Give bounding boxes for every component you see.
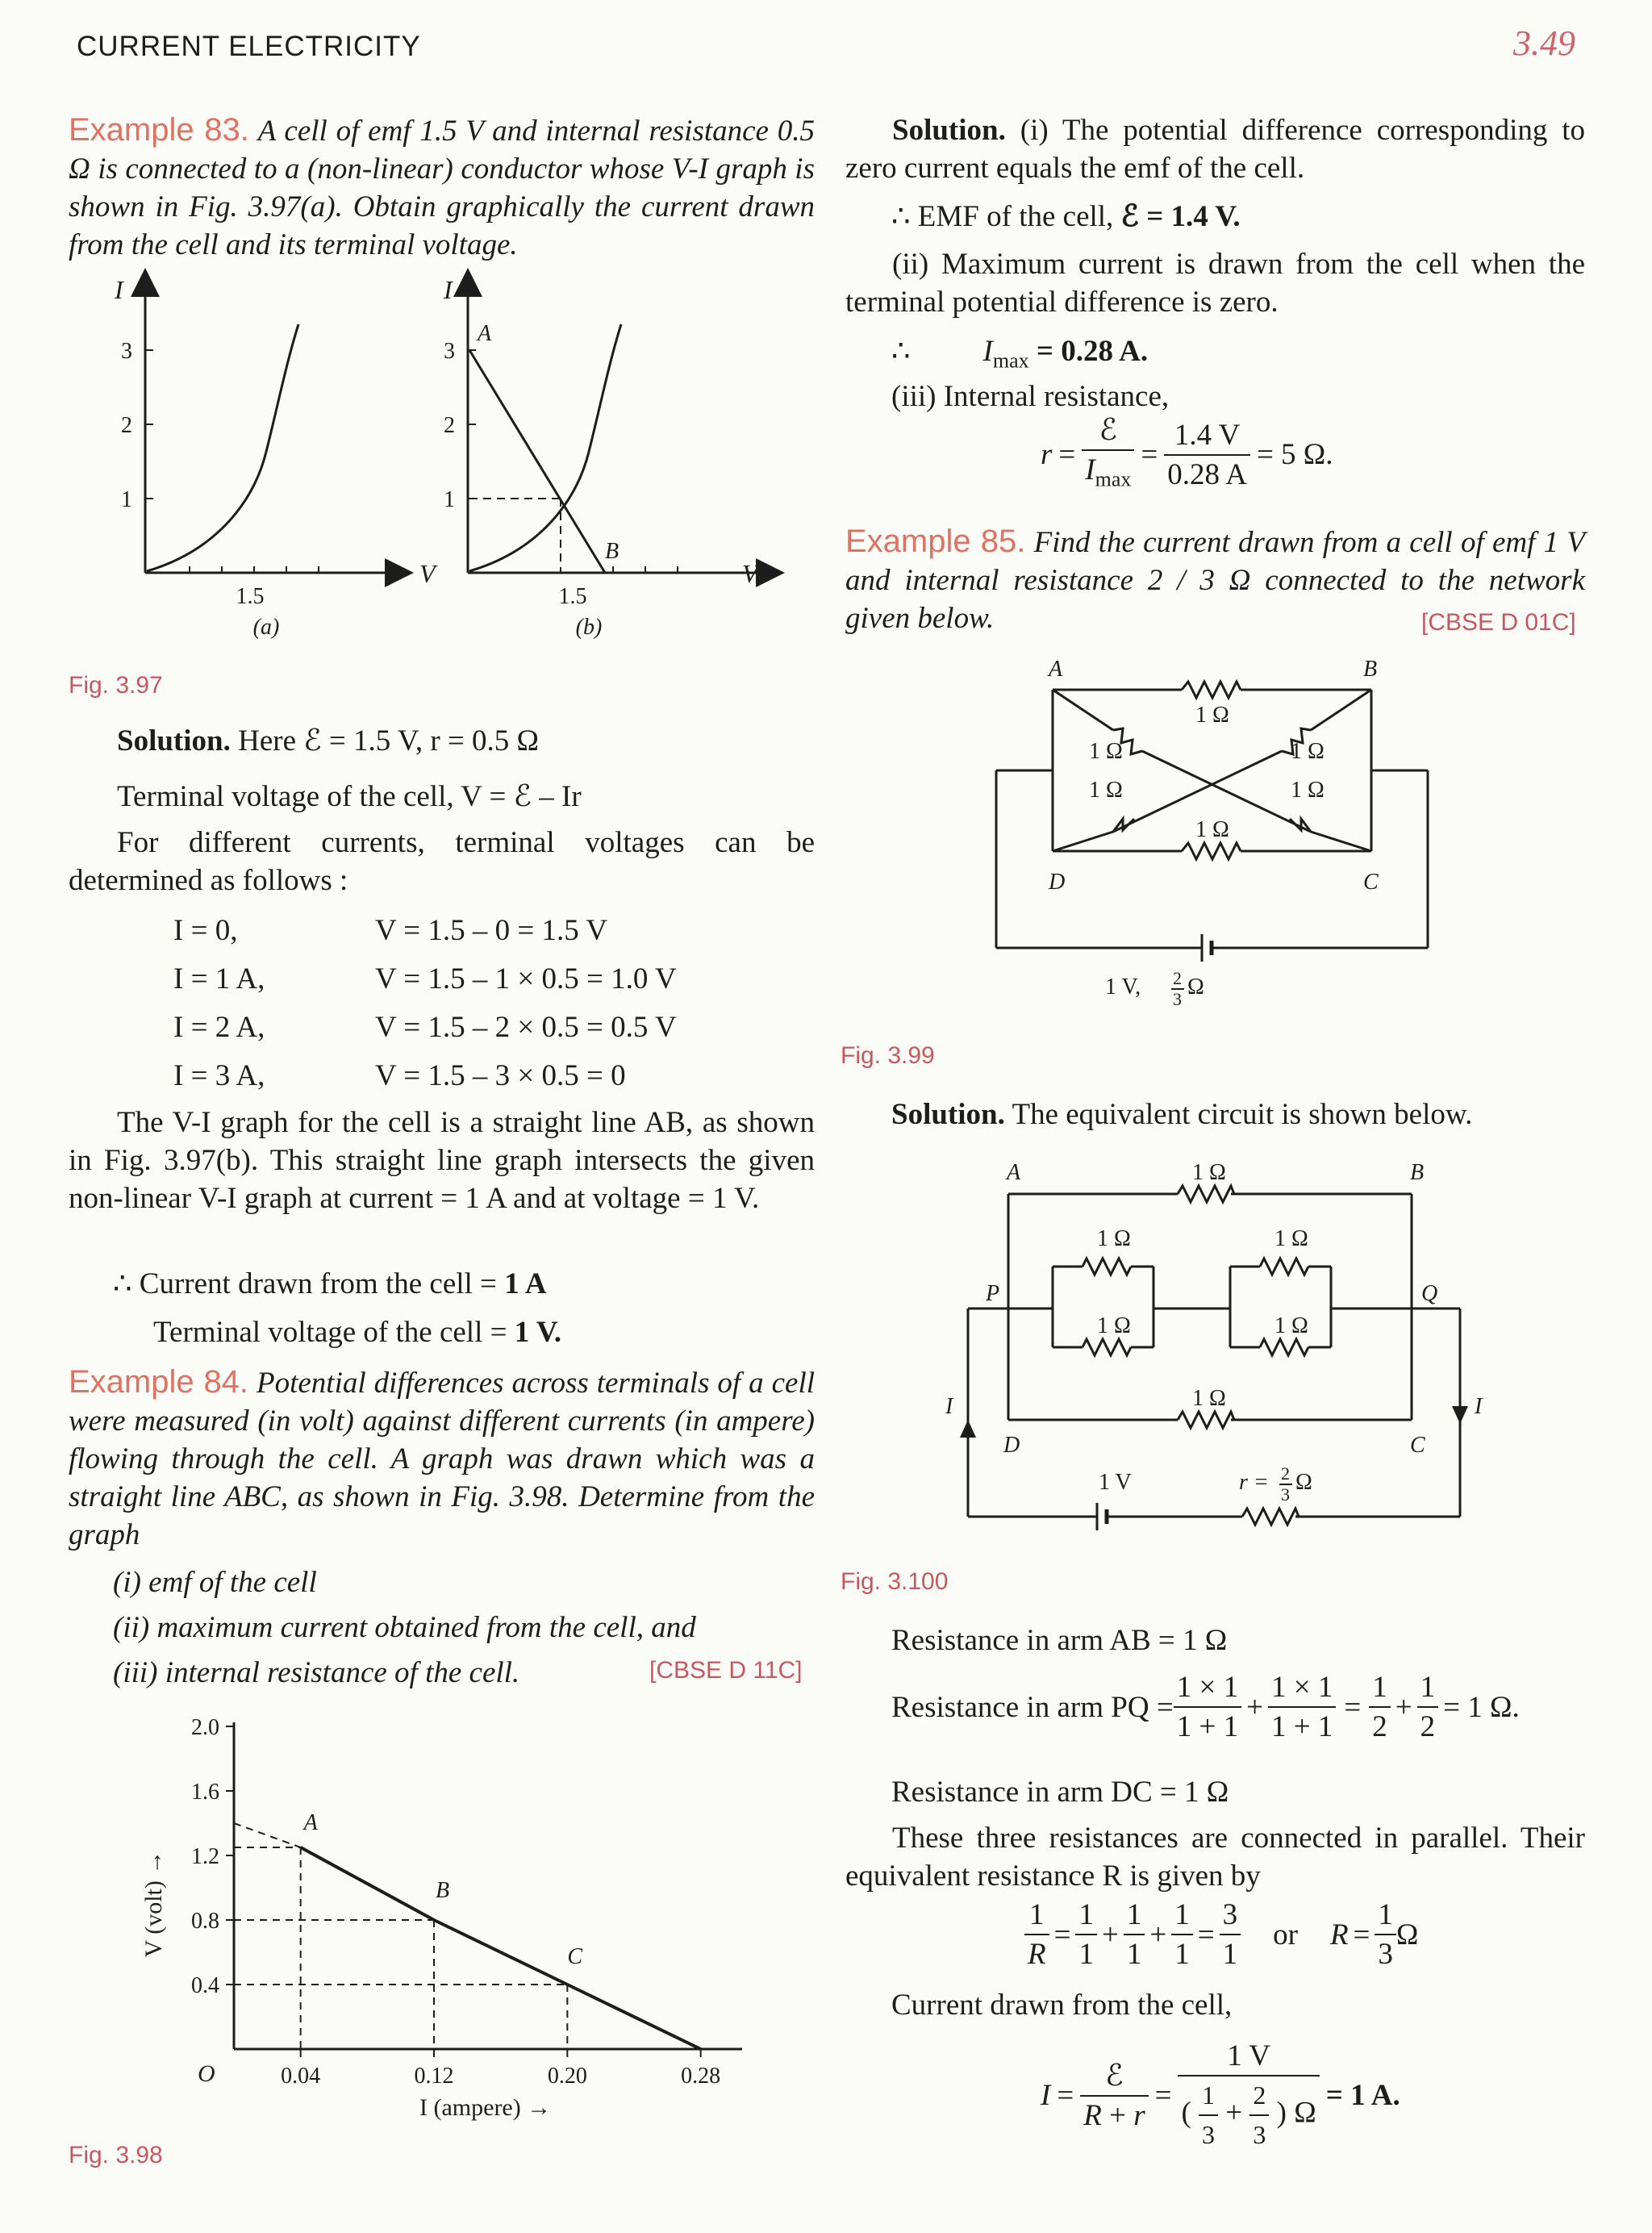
origin-label: O [198, 2060, 215, 2087]
graph-b [443, 275, 770, 640]
example-84-problem: Example 84. Potential differences across terminals of a cell were measured (in volt) against different currents (in ampere) flowing through the cell. A graph was drawn which was a straight line ABC, as shown in Fig. 3.98. Determine from the graph [69, 1364, 816, 1551]
max-current-text: (ii) Maximum current is drawn from the cell when the terminal potential difference is zero. [845, 248, 1585, 319]
figure-3-98-chart [121, 1694, 766, 2130]
question-2: (ii) maximum current obtained from the cell, and [113, 1611, 696, 1644]
resistor-label: 1 Ω [1291, 778, 1325, 803]
r-formula: r = $\frac{\text{ℰ}}{I_{max}}$ = $\frac{1.4 V}{0.28 A}$ = 5 Ω. [1041, 411, 1333, 498]
graph-b-x-label: V [742, 559, 758, 588]
resistor-label: 1 Ω [1192, 1386, 1226, 1411]
node-b: B [1363, 657, 1378, 682]
resistor-label: 1 Ω [1274, 1226, 1308, 1251]
graph-a-tick: 2 [121, 413, 132, 438]
cbse-tag-85: [CBSE D 01C] [1421, 609, 1576, 636]
imax-equation: ∴ $I_{max} = 0.28$ A. [891, 335, 1149, 373]
fig-3-99-caption: Fig. 3.99 [841, 1042, 935, 1069]
current-label-left: I [945, 1394, 953, 1419]
graph-explanation: The V-I graph for the cell is a straight line AB, as shown in Fig. 3.97(b). This straight line graph intersects the given non-linear V-I graph at current = 1 A and at voltage = 1 V. [69, 1106, 815, 1215]
graph-b-point-a: A [478, 321, 492, 346]
question-1: (i) emf of the cell [113, 1566, 317, 1599]
graph-b-tick: 3 [444, 339, 455, 364]
x-axis-label: I (ampere) → [419, 2094, 552, 2121]
node-c: C [1410, 1433, 1425, 1458]
node-b: B [1410, 1160, 1425, 1185]
example-84-label: Example 84. [69, 1364, 249, 1400]
point-label: B [436, 1878, 450, 1903]
point-label: C [567, 1944, 583, 1969]
table-row: I = 2 A, V = 1.5 – 2 × 0.5 = 0.5 V [173, 1011, 677, 1044]
fig-3-98-caption: Fig. 3.98 [69, 2142, 163, 2168]
svg-text:Ω: Ω [1295, 1470, 1312, 1495]
graph-a [114, 275, 438, 640]
running-header: CURRENT ELECTRICITY [77, 31, 421, 62]
example-83-solution: Solution. Here ℰ = 1.5 V, r = 0.5 Ω Terminal voltage of the cell, V = ℰ – Ir For different currents, terminal voltages can be determined as follows : [69, 724, 815, 897]
table-row: I = 1 A, V = 1.5 – 1 × 0.5 = 1.0 V [173, 962, 677, 995]
node-d: D [1003, 1433, 1020, 1458]
x-tick-label: 0.12 [414, 2064, 454, 2089]
y-tick-label: 1.6 [191, 1780, 219, 1805]
page-number: 3.49 [1513, 23, 1575, 63]
arm-dc: Resistance in arm DC = 1 Ω [891, 1776, 1229, 1809]
graph-a-y-label: I [115, 275, 123, 304]
graph-a-tick: 3 [121, 339, 132, 364]
svg-text:2: 2 [1281, 1463, 1290, 1484]
svg-text:2: 2 [1173, 968, 1182, 988]
question-3: (iii) internal resistance of the cell. [113, 1656, 520, 1689]
fig-3-100-caption: Fig. 3.100 [841, 1568, 949, 1595]
resistor-label: 1 Ω [1195, 703, 1229, 728]
current-drawn-label: Current drawn from the cell, [891, 1989, 1233, 2022]
cbse-tag-84: [CBSE D 11C] [649, 1657, 803, 1684]
y-axis-label: V (volt) → [140, 1850, 167, 1958]
graph-b-x-tick: 1.5 [558, 584, 587, 609]
y-tick-label: 2.0 [191, 1715, 219, 1740]
graph-b-point-b: B [605, 539, 620, 564]
y-tick-label: 1.2 [191, 1844, 219, 1869]
resistor-label: 1 Ω [1274, 1313, 1308, 1338]
example-83-problem: Example 83. A cell of emf 1.5 V and internal resistance 0.5 Ω is connected to a (non-linear) conductor whose V-I graph is shown in Fig. 3.97(a). Obtain graphically the current drawn from the cell and its terminal voltage. [69, 112, 816, 261]
svg-text:Ω: Ω [1187, 975, 1204, 1000]
resistor-label: 1 Ω [1097, 1226, 1131, 1251]
terminal-result: Terminal voltage of the cell = 1 V. [153, 1316, 562, 1349]
current-label-right: I [1475, 1394, 1483, 1419]
voltage-table [173, 912, 786, 1105]
graph-b-caption: (b) [575, 615, 603, 640]
x-tick-label: 0.04 [281, 2064, 321, 2089]
figure-3-99-circuit [984, 645, 1452, 1008]
resistor-label: 1 Ω [1089, 778, 1123, 803]
example-84-solution: Solution. (i) The potential difference corresponding to zero current equals the emf of the cell. [845, 114, 1586, 185]
graph-a-x-tick: 1.5 [236, 584, 265, 609]
resistor-label: 1 Ω [1089, 739, 1123, 764]
y-tick-label: 0.4 [191, 1973, 219, 1998]
node-p: P [986, 1281, 1000, 1306]
battery-label: 1 V, [1105, 975, 1141, 1000]
example-85-label: Example 85. [845, 524, 1026, 559]
internal-resistance-label: r = [1239, 1470, 1269, 1495]
graph-b-y-label: I [444, 275, 453, 304]
resistor-label: 1 Ω [1192, 1160, 1226, 1185]
graph-b-tick: 1 [444, 487, 455, 512]
parallel-text: These three resistances are connected in parallel. Their equivalent resistance R is given by [845, 1822, 1585, 1893]
emf-result: ∴ EMF of the cell, ℰ = 1.4 V. [891, 200, 1241, 233]
svg-text:3: 3 [1173, 989, 1182, 1008]
current-result: ∴ Current drawn from the cell = 1 A [113, 1267, 547, 1300]
table-row: I = 0, V = 1.5 – 0 = 1.5 V [173, 914, 608, 947]
final-current-formula: I = $\frac{\text{ℰ}}{R + r}$ = 1 V ( $\frac{1}{3}$ + $\frac{2}{3}$ ) Ω = 1 A. [1041, 2037, 1400, 2154]
node-q: Q [1421, 1281, 1438, 1306]
x-tick-label: 0.20 [547, 2064, 587, 2089]
equivalent-resistance: $\frac{1}{R}$ = $\frac{1}{1}$ + $\frac{1}{1}$ + $\frac{1}{1}$ = $\frac{3}{1}$ or R = $\frac{1}{3}$ Ω [1024, 1896, 1418, 1973]
internal-resistance-label: (iii) Internal resistance, [891, 380, 1170, 413]
extrapolation-line [234, 1823, 301, 1847]
resistor-label: 1 Ω [1097, 1313, 1131, 1338]
node-d: D [1049, 870, 1066, 895]
svg-text:3: 3 [1281, 1484, 1290, 1505]
example-83-label: Example 83. [69, 112, 249, 148]
table-row: I = 3 A, V = 1.5 – 3 × 0.5 = 0 [173, 1059, 626, 1092]
node-a: A [1049, 657, 1063, 682]
figure-3-97 [97, 266, 791, 653]
y-tick-label: 0.8 [191, 1909, 219, 1934]
example-85-solution-head: Solution. The equivalent circuit is shown below. [891, 1098, 1473, 1131]
arm-pq: Resistance in arm PQ = $\frac{1 \times 1}{1 + 1}$ + $\frac{1 \times 1}{1 + 1}$ = $\frac{1}{2}$ + $\frac{1}{2}$ = 1 Ω. [891, 1668, 1520, 1746]
fig-3-97-caption: Fig. 3.97 [69, 672, 163, 699]
graph-a-caption: (a) [252, 615, 280, 640]
graph-b-tick: 2 [444, 413, 455, 438]
graph-a-x-label: V [419, 559, 436, 588]
resistor-label: 1 Ω [1291, 739, 1325, 764]
graph-a-tick: 1 [121, 487, 132, 512]
battery-label: 1 V [1099, 1470, 1132, 1495]
example-85-problem: Example 85. Find the current drawn from a cell of emf 1 V and internal resistance 2 / 3 Ω connected to the network given below. [845, 524, 1585, 635]
node-c: C [1363, 870, 1379, 895]
arm-ab: Resistance in arm AB = 1 Ω [891, 1624, 1228, 1657]
node-a: A [1007, 1160, 1021, 1185]
series-line [301, 1847, 701, 2049]
x-tick-label: 0.28 [681, 2064, 721, 2089]
point-label: A [303, 1810, 318, 1835]
resistor-label: 1 Ω [1195, 817, 1229, 842]
figure-3-100-circuit [928, 1146, 1508, 1549]
